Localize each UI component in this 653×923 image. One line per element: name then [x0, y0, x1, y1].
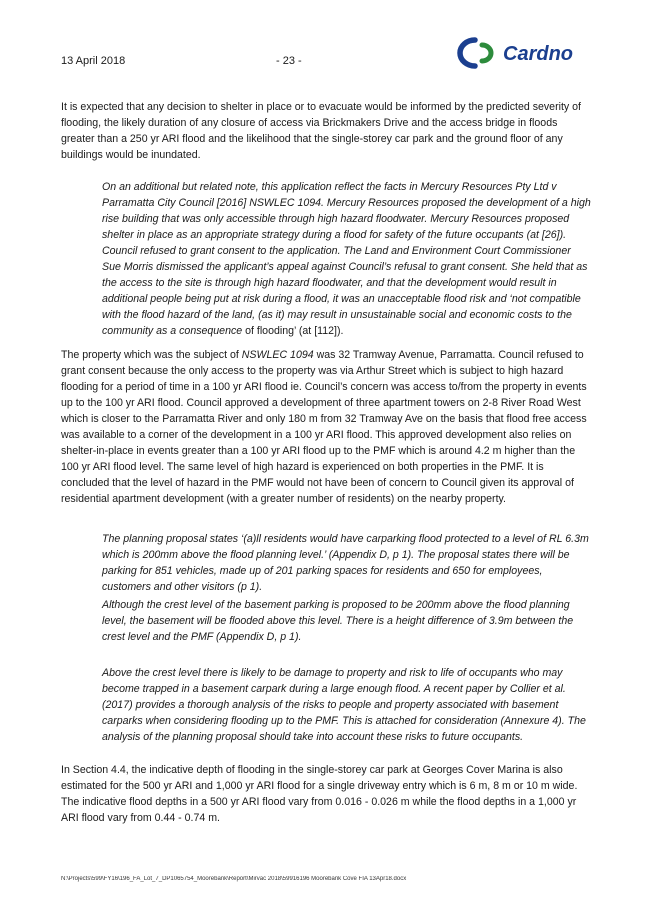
p2-text-a: The property which was the subject of [61, 349, 242, 361]
paragraph-shelter-evacuate: It is expected that any decision to shelter in place or to evacuate would be informed by the predicted severity of flooding, the likely duration of any closure of access via Brickmakers Drive and the access bridge in floods greater than a 250 yr ARI flood and the likelihood that the single-storey car park and the ground floor of any buildings would be inundated. [61, 101, 581, 161]
quote-mercury-main: On an additional but related note, this application reflect the facts in Mercury Resources Pty Ltd v Parramatta City Council [2016] NSWLEC 1094. Mercury Resources proposed the development of a high rise building that was only accessible through high hazard floodwater. Mercury Resources proposed shelter in place as an appropriate strategy during a flood for safety of the future occupants (at [26]). Council refused to grant consent to the application. The Land and Environment Court Commissioner Sue Morris dismissed the applicant’s appeal against Council’s refusal to grant consent. She held that as the access to the site is through high hazard floodwater, and that the development would result in additional people being put at risk during a flood, it was an unacceptable flood risk and ‘not compatible with the flood hazard of the land, (as it) may result in unsustainable social and economic costs to the community as a consequence [102, 181, 591, 337]
footer-file-path: N:\Projects\599\FY16\196_FA_Lot_7_DP1065754_Moorebank\Report\Mirvac 2018\59916196 Moorebank Cove FIA 13Apr18.docx [61, 876, 407, 882]
quote-mercury-tail: of flooding’ (at [112]). [242, 325, 344, 337]
p2-case-reference: NSWLEC 1094 [241, 349, 314, 361]
quote-basement-risk: Above the crest level there is likely to be damage to property and risk to life of occupants who may become trapped in a basement carpark during a large enough flood. A recent paper by Collier et al. (2017) provides a thorough analysis of the risks to people and property associated with basement carparks when considering flooding up to the PMF. This is attached for consideration (Annexure 4). The analysis of the planning proposal should take into account these risks to future occupants. [102, 667, 586, 743]
paragraph-section-4-4: In Section 4.4, the indicative depth of flooding in the single-storey car park at Georges Cover Marina is also estimated for the 500 yr ARI and 1,000 yr ARI flood for a single driveway entry which is 6 m, 8 m or 10 m wide. The indicative flood depths in a 500 yr ARI flood vary from 0.016 - 0.026 m while the flood depths in a 1,000 yr ARI flood vary from 0.44 - 0.74 m. [61, 764, 578, 824]
quote-crest-level: Although the crest level of the basement parking is proposed to be 200mm above the flood planning level, the basement will be flooded above this level. There is a height difference of 3.9m between the crest level and the PMF (Appendix D, p 1). [102, 599, 574, 643]
logo-text: Cardno [503, 43, 573, 65]
paragraph-tramway-avenue [61, 347, 593, 507]
p2-text-b: was 32 Tramway Avenue, Parramatta. Council refused to grant consent because the only access to the property was via Arthur Street which is subject to high hazard flooding for a period of time in a 100 yr ARI flood ie. Council’s concern was access to/from the property in events up to the 100 yr ARI flood. Council approved a development of three apartment towers on 2-8 River Road West which is closer to the Parramatta River and only 180 m from 32 Tramway Ave on the basis that flood free access was available to a corner of the development in a 100 yr ARI flood. This approved development also relies on shelter-in-place in events greater than a 100 yr ARI flood up to the PMF which is around 4.2 m higher than the 100 yr ARI flood level. The same level of high hazard is experienced on both properties in the PMF. It is concluded that the level of hazard in the PMF would not have been of concern to Council given its approval of residential apartment development (with a greater number of residents) on the nearby property. [61, 349, 587, 505]
quote-mercury-resources [102, 179, 592, 339]
page-number: - 23 - [276, 55, 302, 67]
header-date: 13 April 2018 [61, 55, 126, 67]
cardno-logo [455, 36, 615, 70]
cardno-logo-icon [455, 36, 615, 70]
quote-planning-proposal: The planning proposal states ‘(a)ll residents would have carparking flood protected to a level of RL 6.3m which is 200mm above the flood planning level.’ (Appendix D, p 1). The proposal states there will be parking for 851 vehicles, made up of 201 parking spaces for residents and 650 for employees, customers and other visitors (p 1). [102, 533, 589, 593]
